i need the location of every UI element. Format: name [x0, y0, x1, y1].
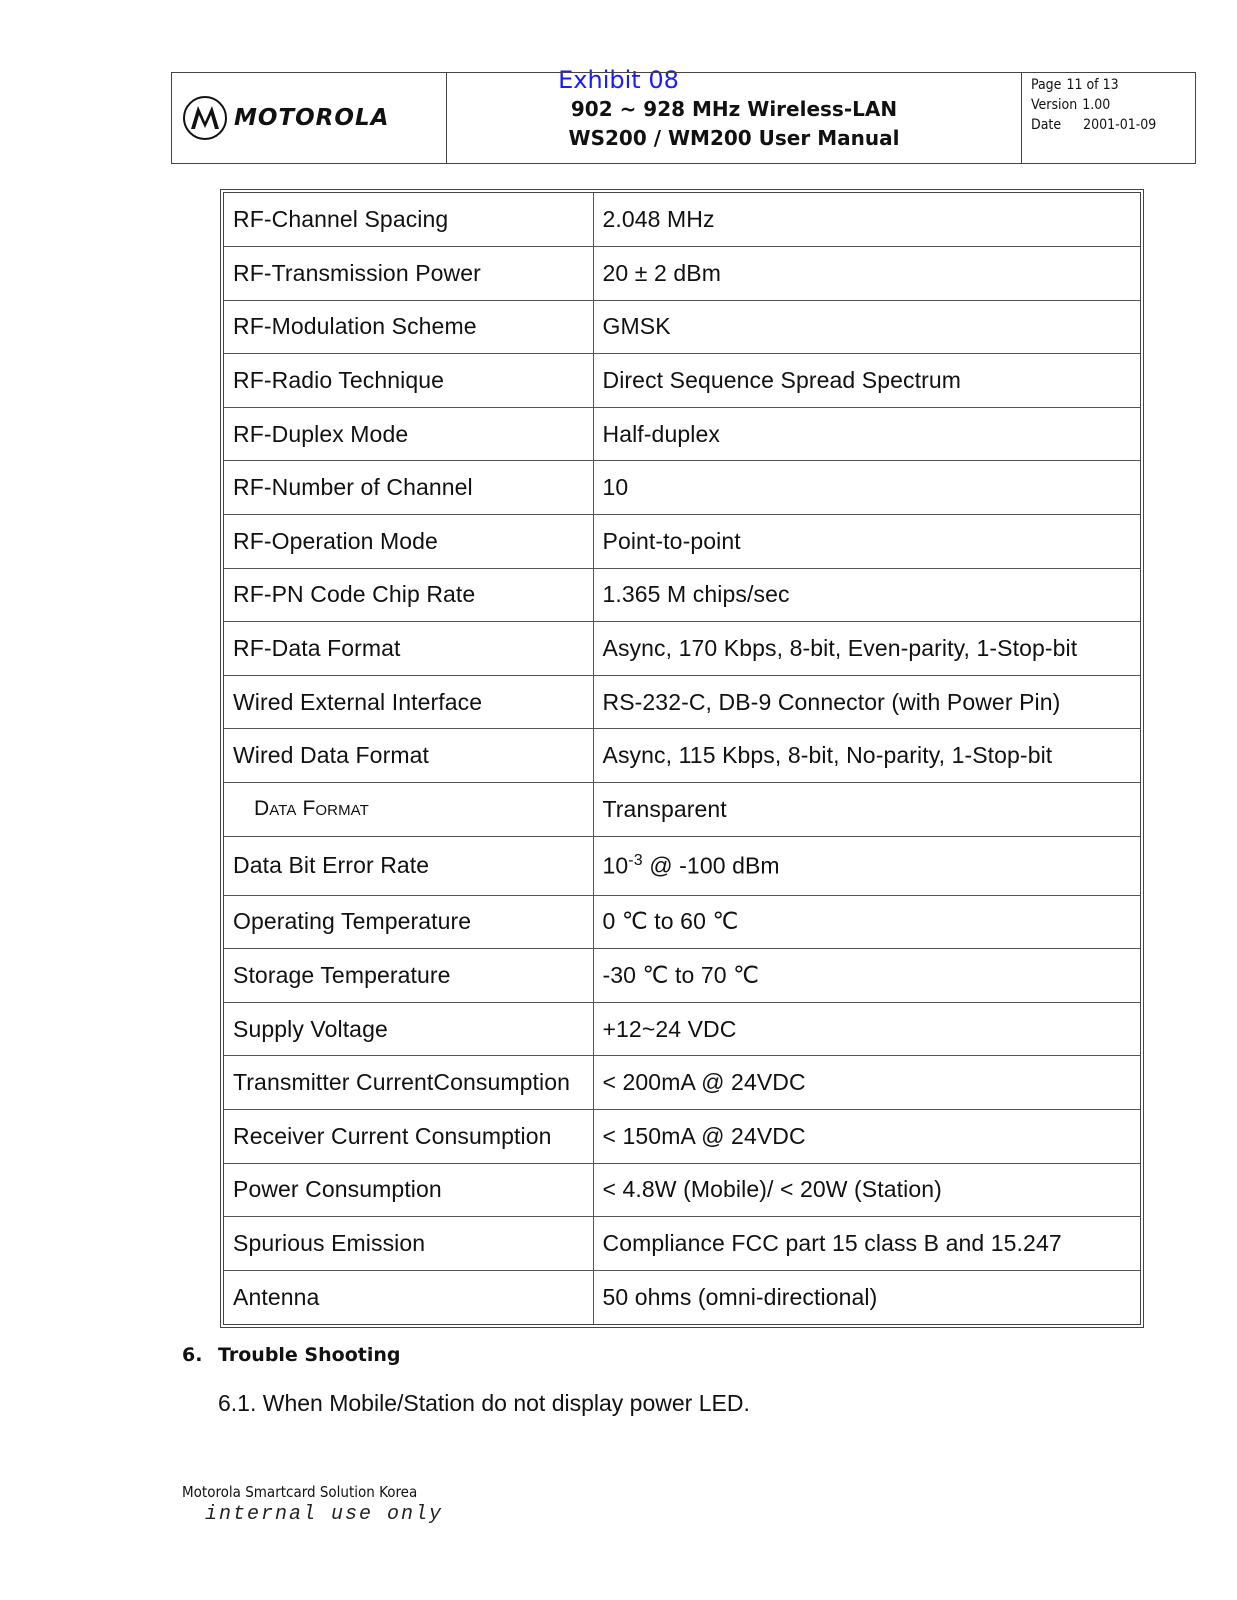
spec-key: RF-Radio Technique [224, 354, 593, 408]
table-row [224, 1163, 1140, 1217]
page-value: 11 of 13 [1066, 77, 1119, 93]
spec-key: Wired External Interface [224, 675, 593, 729]
version-label: Version [1031, 97, 1078, 113]
spec-key: RF-Duplex Mode [224, 407, 593, 461]
table-row [224, 1002, 1140, 1056]
spec-value: 10 [593, 461, 1140, 515]
exhibit-label: Exhibit 08 [558, 66, 679, 94]
brand-wordmark: MOTOROLA [234, 105, 390, 131]
table-row [224, 193, 1140, 247]
spec-key: RF-Number of Channel [224, 461, 593, 515]
table-row [224, 300, 1140, 354]
table-row [224, 568, 1140, 622]
spec-value: 0 ℃ to 60 ℃ [593, 895, 1140, 949]
date-value: 2001-01-09 [1083, 117, 1157, 133]
date-label: Date [1031, 117, 1062, 133]
section-heading [182, 1344, 400, 1366]
table-row [224, 461, 1140, 515]
spec-key: Antenna [224, 1270, 593, 1324]
table-row [224, 836, 1140, 895]
section-number: 6. [182, 1344, 203, 1366]
spec-key: RF-Modulation Scheme [224, 300, 593, 354]
table-row [224, 1110, 1140, 1164]
spec-value: RS-232-C, DB-9 Connector (with Power Pin) [593, 675, 1140, 729]
table-row [224, 247, 1140, 301]
spec-value: < 200mA @ 24VDC [593, 1056, 1140, 1110]
spec-value: Async, 115 Kbps, 8-bit, No-parity, 1-Stop-bit [593, 729, 1140, 783]
spec-value: 50 ohms (omni-directional) [593, 1270, 1140, 1324]
spec-key: RF-Operation Mode [224, 515, 593, 569]
spec-key: Receiver Current Consumption [224, 1110, 593, 1164]
table-row [224, 729, 1140, 783]
spec-key: RF-Channel Spacing [224, 193, 593, 247]
title-line-1: 902 ~ 928 MHz Wireless-LAN [570, 97, 898, 121]
spec-key: Supply Voltage [224, 1002, 593, 1056]
spec-value: Point-to-point [593, 515, 1140, 569]
spec-key: RF-Data Format [224, 622, 593, 676]
spec-value: < 4.8W (Mobile)/ < 20W (Station) [593, 1163, 1140, 1217]
table-row [224, 1056, 1140, 1110]
spec-key: Data Bit Error Rate [224, 836, 593, 895]
spec-key: Power Consumption [224, 1163, 593, 1217]
spec-key: RF-Transmission Power [224, 247, 593, 301]
spec-key: Operating Temperature [224, 895, 593, 949]
table-row [224, 354, 1140, 408]
motorola-logo-icon [182, 95, 228, 141]
spec-key: Storage Temperature [224, 949, 593, 1003]
table-row [224, 949, 1140, 1003]
manual-title [447, 73, 1022, 163]
table-row [224, 783, 1140, 837]
table-row [224, 1217, 1140, 1271]
footer-company: Motorola Smartcard Solution Korea [182, 1483, 418, 1501]
page-label: Page [1031, 77, 1062, 93]
document-header [171, 72, 1196, 164]
spec-key: Transmitter CurrentConsumption [224, 1056, 593, 1110]
logo-area [172, 73, 447, 163]
ber-exponent: -3 [628, 851, 643, 869]
spec-value: < 150mA @ 24VDC [593, 1110, 1140, 1164]
table-row [224, 515, 1140, 569]
spec-value: -30 ℃ to 70 ℃ [593, 949, 1140, 1003]
spec-value: +12~24 VDC [593, 1002, 1140, 1056]
table-row [224, 895, 1140, 949]
table-row [224, 622, 1140, 676]
title-line-2: WS200 / WM200 User Manual [568, 126, 900, 150]
section-title: Trouble Shooting [218, 1344, 401, 1366]
subsection-heading: 6.1. When Mobile/Station do not display power LED. [218, 1390, 750, 1416]
spec-value: 2.048 MHz [593, 193, 1140, 247]
spec-value [593, 836, 1140, 895]
spec-value: 1.365 M chips/sec [593, 568, 1140, 622]
ber-base: 10 [602, 852, 629, 879]
spec-key: Data Format [224, 783, 593, 837]
document-meta [1022, 73, 1195, 163]
spec-value: GMSK [593, 300, 1140, 354]
spec-value: Transparent [593, 783, 1140, 837]
spec-key: Wired Data Format [224, 729, 593, 783]
spec-value: 20 ± 2 dBm [593, 247, 1140, 301]
specifications-table [220, 189, 1144, 1328]
table-row [224, 675, 1140, 729]
spec-value: Half-duplex [593, 407, 1140, 461]
spec-key: RF-PN Code Chip Rate [224, 568, 593, 622]
spec-value: Async, 170 Kbps, 8-bit, Even-parity, 1-Stop-bit [593, 622, 1140, 676]
spec-value: Direct Sequence Spread Spectrum [593, 354, 1140, 408]
table-row [224, 1270, 1140, 1324]
ber-rest: @ -100 dBm [642, 852, 780, 879]
spec-key: Spurious Emission [224, 1217, 593, 1271]
spec-value: Compliance FCC part 15 class B and 15.247 [593, 1217, 1140, 1271]
table-row [224, 407, 1140, 461]
version-value: 1.00 [1082, 97, 1111, 113]
footer-note: internal use only [205, 1503, 444, 1526]
